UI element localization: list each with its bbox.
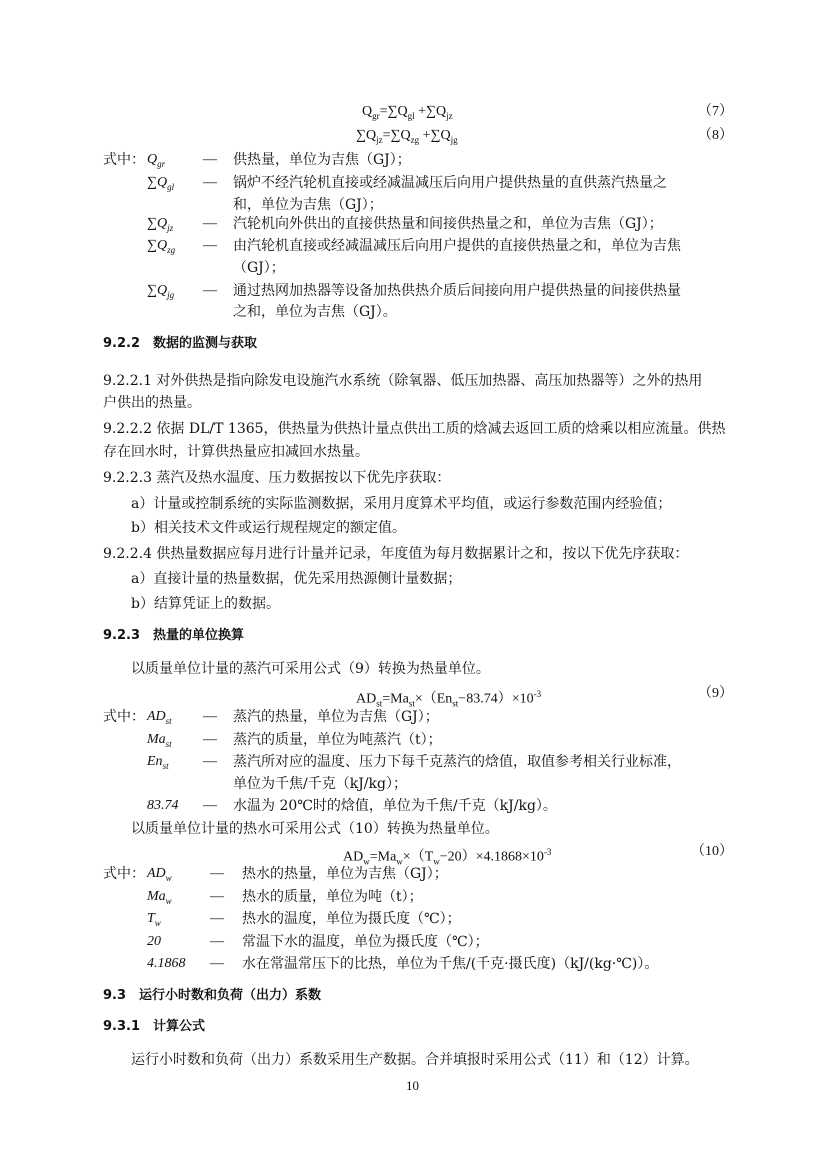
formula-7: $Q_{gr}=\sum Q_{gl} +\sum Q_{jz}$ [362, 104, 453, 121]
formula-9: $AD_{st}=Ma_{st}\times(En_{st}-83.74)\times 10^{-3}$ [356, 689, 542, 709]
formula-10: $AD_w=Ma_w\times(T_w-20)\times 4.1868\times 10^{-3}$ [343, 847, 552, 867]
def-symbol: $Q_{gr}$ [147, 152, 166, 169]
def-symbol: $AD_w$ [147, 866, 172, 883]
def-text-cont: 单位为千焦/千克（kJ/kg）； [233, 776, 407, 792]
def-dash: — [210, 934, 224, 949]
paragraph-line: 9.2.2.3 蒸汽及热水温度、压力数据按以下优先序获取： [103, 470, 451, 486]
def-text: 热水的温度，单位为摄氏度（℃）； [242, 911, 461, 927]
def-text: 锅炉不经汽轮机直接或经减温减压后向用户提供热量的直供蒸汽热量之 [233, 175, 667, 191]
def-text: 水温为 20℃时的焓值，单位为千焦/千克（kJ/kg）。 [233, 798, 557, 814]
def-symbol: $T_w$ [147, 911, 161, 928]
def-symbol: 83.74 [147, 798, 179, 813]
def-text: 供热量，单位为吉焦（GJ）； [233, 152, 411, 168]
def-text: 汽轮机向外供出的直接供热量和间接供热量之和，单位为吉焦（GJ）； [233, 216, 663, 232]
def-symbol: $\sum Q_{jg}$ [147, 283, 175, 300]
def-symbol: $En_{st}$ [147, 754, 169, 771]
where-label: 式中： [103, 152, 145, 168]
def-symbol: 20 [147, 934, 161, 949]
def-dash: — [210, 889, 224, 904]
equation-number-7: （7） [698, 104, 733, 119]
page-number: 10 [406, 1078, 419, 1093]
def-dash: — [203, 152, 217, 167]
section-heading-9-3: 9.3 运行小时数和负荷（出力）系数 [103, 988, 322, 1003]
def-symbol: 4.1868 [147, 956, 186, 971]
def-dash: — [203, 283, 217, 298]
def-dash: — [210, 911, 224, 926]
def-text: 蒸汽的热量，单位为吉焦（GJ）； [233, 709, 439, 725]
list-item: b）相关技术文件或运行规程规定的额定值。 [131, 520, 406, 536]
def-dash: — [203, 732, 217, 747]
list-item: a）直接计量的热量数据，优先采用热源侧计量数据； [131, 571, 462, 587]
paragraph-line: 9.2.2.4 供热量数据应每月进行计量并记录，年度值为每月数据累计之和，按以下优先序获取： [103, 546, 689, 562]
def-text: 热水的热量，单位为吉焦（GJ）； [242, 866, 448, 882]
equation-number-10: （10） [691, 844, 733, 859]
def-text: 由汽轮机直接或经减温减压后向用户提供的直接供热量之和，单位为吉焦 [233, 238, 681, 254]
paragraph-line: 以质量单位计量的蒸汽可采用公式（9）转换为热量单位。 [131, 661, 490, 677]
where-label: 式中： [103, 709, 145, 725]
def-dash: — [210, 866, 224, 881]
def-text: 常温下水的温度，单位为摄氏度（℃）； [242, 934, 489, 950]
def-text: 通过热网加热器等设备加热供热介质后间接向用户提供热量的间接供热量 [233, 283, 681, 299]
def-symbol: $Ma_w$ [147, 889, 172, 906]
equation-number-9: （9） [698, 686, 733, 701]
def-text-cont: （GJ）； [233, 260, 285, 276]
def-dash: — [203, 754, 217, 769]
def-dash: — [203, 798, 217, 813]
section-heading-9-3-1: 9.3.1 计算公式 [103, 1019, 206, 1034]
where-label: 式中： [103, 866, 145, 882]
def-dash: — [203, 238, 217, 253]
def-text-cont: 和，单位为吉焦（GJ）； [233, 197, 383, 213]
paragraph-line: 以质量单位计量的热水可采用公式（10）转换为热量单位。 [131, 821, 499, 837]
def-symbol: $\sum Q_{gl}$ [147, 175, 175, 192]
section-heading-9-2-3: 9.2.3 热量的单位换算 [103, 628, 245, 643]
formula-8: $\sum Q_{jz}=\sum Q_{zg} +\sum Q_{jg}$ [356, 128, 458, 145]
def-symbol: $\sum Q_{zg}$ [147, 238, 176, 255]
paragraph-line: 9.2.2.2 依据 DL/T 1365，供热量为供热计量点供出工质的焓减去返回工质的焓乘以相应流量。供热 [103, 421, 726, 437]
section-heading-9-2-2: 9.2.2 数据的监测与获取 [103, 336, 258, 351]
list-item: a）计量或控制系统的实际监测数据，采用月度算术平均值，或运行参数范围内经验值； [131, 496, 672, 512]
paragraph-line: 9.2.2.1 对外供热是指向除发电设施汽水系统（除氧器、低压加热器、高压加热器等）之外的热用 [103, 373, 703, 389]
paragraph-line: 户供出的热量。 [103, 395, 201, 411]
def-dash: — [203, 709, 217, 724]
def-dash: — [203, 216, 217, 231]
def-symbol: $\sum Q_{jz}$ [147, 216, 174, 233]
def-symbol: $Ma_{st}$ [147, 732, 172, 749]
def-text: 热水的质量，单位为吨（t）； [242, 889, 423, 905]
paragraph-line: 运行小时数和负荷（出力）系数采用生产数据。合并填报时采用公式（11）和（12）计算。 [131, 1052, 699, 1068]
def-text: 水在常温常压下的比热，单位为千焦/(千克·摄氏度)（kJ/(kg·℃)）。 [242, 956, 659, 972]
def-dash: — [203, 175, 217, 190]
def-text: 蒸汽所对应的温度、压力下每千克蒸汽的焓值，取值参考相关行业标准， [233, 754, 681, 770]
def-text: 蒸汽的质量，单位为吨蒸汽（t）； [233, 732, 442, 748]
def-dash: — [210, 956, 224, 971]
paragraph-line: 存在回水时，计算供热量应扣减回水热量。 [103, 444, 369, 460]
list-item: b）结算凭证上的数据。 [131, 596, 280, 612]
def-symbol: $AD_{st}$ [147, 709, 172, 726]
def-text-cont: 之和，单位为吉焦（GJ）。 [233, 304, 397, 320]
equation-number-8: （8） [698, 128, 733, 143]
